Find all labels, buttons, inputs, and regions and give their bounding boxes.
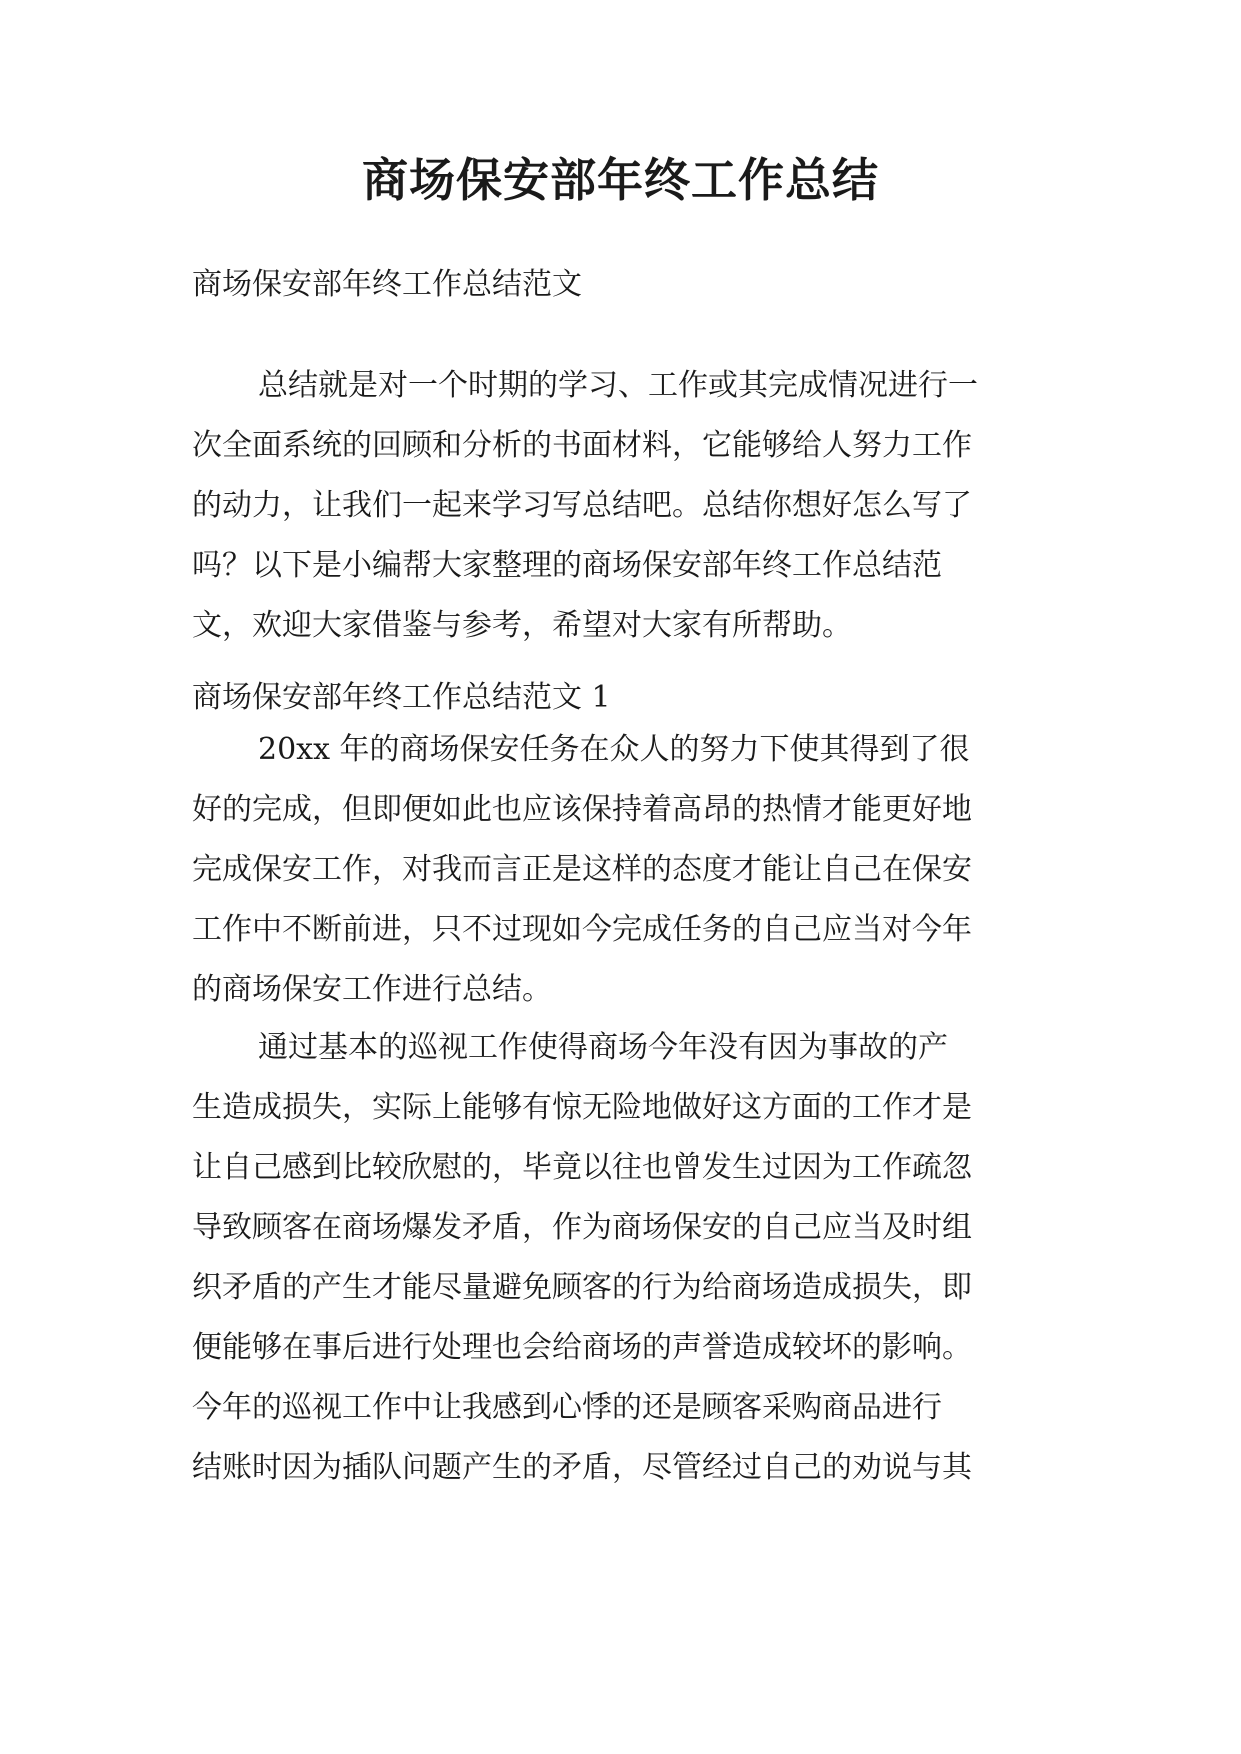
section-heading: 商场保安部年终工作总结范文 1: [192, 680, 611, 715]
document-title: 商场保安部年终工作总结: [362, 153, 879, 207]
intro-paragraph: [192, 356, 1072, 656]
paragraph-line: 文，欢迎大家借鉴与参考，希望对大家有所帮助。: [192, 608, 852, 643]
paragraph-line: 织矛盾的产生才能尽量避免顾客的行为给商场造成损失，即: [192, 1270, 972, 1305]
paragraph-line: 的动力，让我们一起来学习写总结吧。总结你想好怎么写了: [192, 488, 972, 523]
section1-paragraph-1: [192, 720, 1072, 1020]
paragraph-line: 工作中不断前进，只不过现如今完成任务的自己应当对今年: [192, 912, 972, 947]
section1-paragraph-2: [192, 1018, 1072, 1498]
paragraph-line: 次全面系统的回顾和分析的书面材料，它能够给人努力工作: [192, 428, 972, 463]
paragraph-line: 通过基本的巡视工作使得商场今年没有因为事故的产: [258, 1030, 948, 1065]
paragraph-line: 今年的巡视工作中让我感到心悸的还是顾客采购商品进行: [192, 1390, 942, 1425]
paragraph-line: 导致顾客在商场爆发矛盾，作为商场保安的自己应当及时组: [192, 1210, 972, 1245]
paragraph-line: 的商场保安工作进行总结。: [192, 972, 552, 1007]
paragraph-line: 让自己感到比较欣慰的，毕竟以往也曾发生过因为工作疏忽: [192, 1150, 972, 1185]
paragraph-line: 好的完成，但即便如此也应该保持着高昂的热情才能更好地: [192, 792, 972, 827]
paragraph-line: 总结就是对一个时期的学习、工作或其完成情况进行一: [258, 368, 978, 403]
paragraph-line: 完成保安工作，对我而言正是这样的态度才能让自己在保安: [192, 852, 972, 887]
paragraph-line: 生造成损失，实际上能够有惊无险地做好这方面的工作才是: [192, 1090, 972, 1125]
document-subtitle: 商场保安部年终工作总结范文: [192, 267, 582, 302]
paragraph-line: 结账时因为插队问题产生的矛盾，尽管经过自己的劝说与其: [192, 1450, 972, 1485]
paragraph-line: 20xx 年的商场保安任务在众人的努力下使其得到了很: [258, 732, 970, 767]
paragraph-line: 便能够在事后进行处理也会给商场的声誉造成较坏的影响。: [192, 1330, 972, 1365]
paragraph-line: 吗？以下是小编帮大家整理的商场保安部年终工作总结范: [192, 548, 942, 583]
